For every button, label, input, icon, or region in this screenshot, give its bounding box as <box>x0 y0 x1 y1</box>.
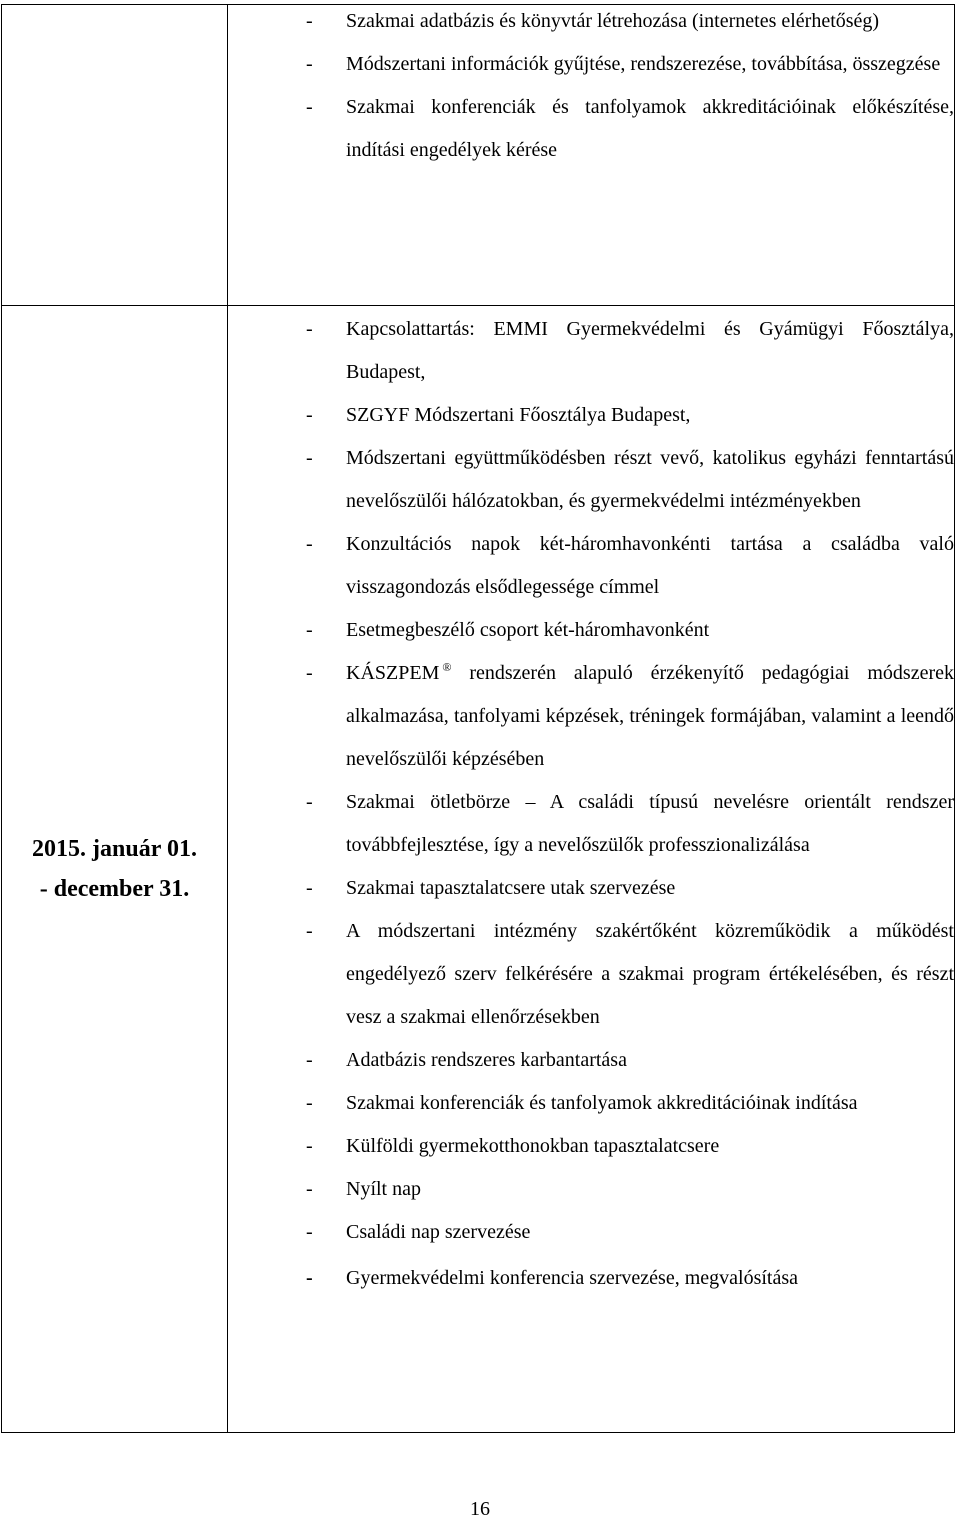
item-text: Családi nap szervezése <box>346 1221 531 1243</box>
dash-bullet: - <box>306 447 313 469</box>
kaszpem-name: KÁSZPEM <box>346 662 440 684</box>
item-text: Szakmai ötletbörze – A családi típusú nevelésre orientált rendszer továbbfejlesztése, így a nevelőszülők professzionalizálása <box>346 791 954 856</box>
item-text: Szakmai tapasztalatcsere utak szervezése <box>346 877 676 899</box>
dash-bullet: - <box>306 1135 313 1157</box>
date-cell-empty <box>2 5 228 306</box>
list-item <box>228 652 954 781</box>
date-end: - december 31. <box>39 876 190 902</box>
activities-cell <box>228 306 955 1433</box>
dash-bullet: - <box>306 662 313 684</box>
schedule-table <box>1 4 955 1433</box>
list-item <box>228 1125 954 1168</box>
date-cell <box>2 306 228 1433</box>
list-item <box>228 523 954 609</box>
list-item <box>228 609 954 652</box>
item-text: rendszerén alapuló érzékenyítő pedagógiai módszerek alkalmazása, tanfolyami képzések, tréningek formájában, valamint a leendő nevelőszülői képzésében <box>346 662 954 770</box>
dash-bullet: - <box>306 920 313 942</box>
date-start: 2015. január 01. <box>32 836 197 862</box>
dash-bullet: - <box>306 1049 313 1071</box>
page-number: 16 <box>470 1498 490 1520</box>
item-text: Adatbázis rendszeres karbantartása <box>346 1049 627 1071</box>
list-item <box>228 86 954 172</box>
dash-bullet: - <box>306 1178 313 1200</box>
dash-bullet: - <box>306 877 313 899</box>
item-text: Külföldi gyermekotthonokban tapasztalatcsere <box>346 1135 720 1157</box>
list-item <box>228 1168 954 1211</box>
list-item <box>228 437 954 523</box>
item-text: Esetmegbeszélő csoport két-háromhavonként <box>346 619 710 641</box>
activities-cell <box>228 5 955 306</box>
item-text: Módszertani együttműködésben részt vevő, katolikus egyházi fenntartású nevelőszülői hálózatokban, és gyermekvédelmi intézményekben <box>346 447 954 512</box>
dash-bullet: - <box>306 10 313 32</box>
item-text: Kapcsolattartás: EMMI Gyermekvédelmi és Gyámügyi Főosztálya, Budapest, <box>346 318 954 383</box>
item-text: Szakmai konferenciák és tanfolyamok akkreditációinak előkészítése, indítási engedélyek kérése <box>346 96 954 161</box>
table-row <box>2 306 955 1433</box>
registered-mark: ® <box>442 660 452 675</box>
list-item <box>228 1082 954 1125</box>
list-item <box>228 394 954 437</box>
item-text: Módszertani információk gyűjtése, rendszerezése, továbbítása, összegzése <box>346 53 941 75</box>
item-text: Nyílt nap <box>346 1178 421 1200</box>
dash-bullet: - <box>306 96 313 118</box>
list-item <box>228 43 954 86</box>
item-text: Szakmai adatbázis és könyvtár létrehozása (internetes elérhetőség) <box>346 10 880 32</box>
list-item <box>228 781 954 867</box>
item-text: A módszertani intézmény szakértőként közreműködik a működést engedélyező szerv felkérésére a szakmai program értékelésében, és részt vesz a szakmai ellenőrzésekben <box>346 920 954 1028</box>
dash-bullet: - <box>306 1267 313 1289</box>
list-item <box>228 1039 954 1082</box>
item-text: Gyermekvédelmi konferencia szervezése, megvalósítása <box>346 1267 799 1289</box>
list-item <box>228 910 954 1039</box>
item-text: Szakmai konferenciák és tanfolyamok akkreditációinak indítása <box>346 1092 858 1114</box>
item-text: Konzultációs napok két-háromhavonkénti tartása a családba való visszagondozás elsődlegessége címmel <box>346 533 954 598</box>
list-item <box>228 1257 954 1300</box>
list-item <box>228 867 954 910</box>
list-item <box>228 1211 954 1254</box>
dash-bullet: - <box>306 318 313 340</box>
item-text: SZGYF Módszertani Főosztálya Budapest, <box>346 404 691 426</box>
dash-bullet: - <box>306 1092 313 1114</box>
dash-bullet: - <box>306 533 313 555</box>
dash-bullet: - <box>306 619 313 641</box>
dash-bullet: - <box>306 53 313 75</box>
table-row <box>2 5 955 306</box>
dash-bullet: - <box>306 1221 313 1243</box>
list-item <box>228 0 954 43</box>
list-item <box>228 308 954 394</box>
dash-bullet: - <box>306 791 313 813</box>
dash-bullet: - <box>306 404 313 426</box>
